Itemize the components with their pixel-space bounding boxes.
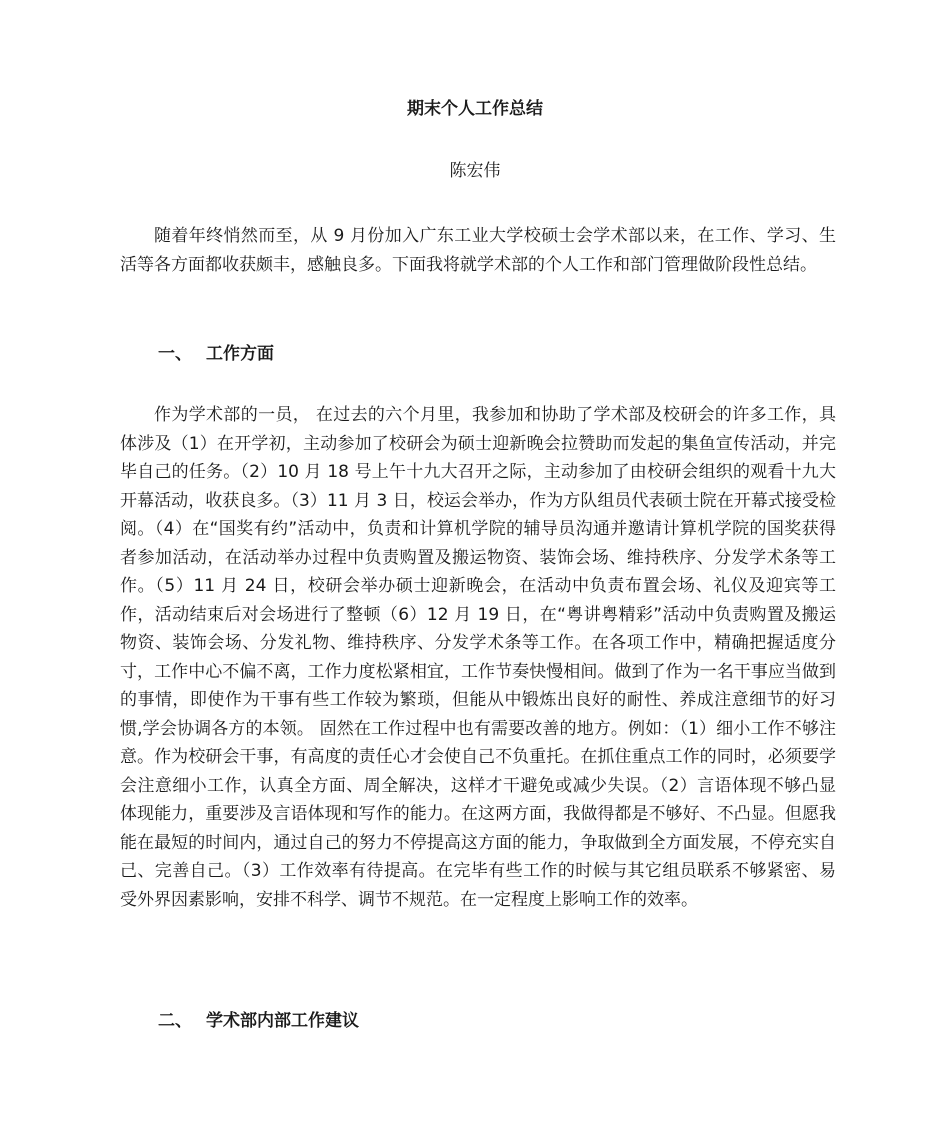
intro-paragraph: 随着年终悄然而至，从 9 月份加入广东工业大学校硕士会学术部以来，在工作、学习、生活等各方面都收获颇丰，感触良多。下面我将就学术部的个人工作和部门管理做阶段性总结。 xyxy=(120,226,836,275)
section-number: 二、 xyxy=(158,1011,192,1031)
section-heading-suggestions xyxy=(158,1008,359,1034)
section-title: 工作方面 xyxy=(206,344,274,364)
work-paragraph: 作为学术部的一员， 在过去的六个月里，我参加和协助了学术部及校研会的许多工作，具体涉及（1）在开学初，主动参加了校研会为硕士迎新晚会拉赞助而发起的集鱼宣传活动，并完毕自己的任务。（2）10 月 18 号上午十九大召开之际，主动参加了由校研会组织的观看十九大开幕活动，收获良多。（3）11 月 3 日，校运会举办，作为方队组员代表硕士院在开幕式接受检阅。（4）在“国奖有约”活动中，负责和计算机学院的辅导员沟通并邀请计算机学院的国奖获得者参加活动，在活动举办过程中负责购置及搬运物资、装饰会场、维持秩序、分发学术条等工作。（5）11 月 24 日，校研会举办硕士迎新晚会，在活动中负责布置会场、礼仪及迎宾等工作，活动结束后对会场进行了整顿（6）12 月 19 日，在“粤讲粤精彩”活动中负责购置及搬运物资、装饰会场、分发礼物、维持秩序、分发学术条等工作。在各项工作中，精确把握适度分寸，工作中心不偏不离，工作力度松紧相宜，工作节奏快慢相间。做到了作为一名干事应当做到的事情，即使作为干事有些工作较为繁琐，但能从中锻炼出良好的耐性、养成注意细节的好习惯,学会协调各方的本领。 固然在工作过程中也有需要改善的地方。例如：（1）细小工作不够注意。作为校研会干事，有高度的责任心才会使自己不负重托。在抓住重点工作的同时，必须要学会注意细小工作，认真全方面、周全解决，这样才干避免或减少失误。（2）言语体现不够凸显体现能力，重要涉及言语体现和写作的能力。在这两方面，我做得都是不够好、不凸显。但愿我能在最短的时间内，通过自己的努力不停提高这方面的能力，争取做到全方面发展，不停充实自己、完善自己。（3）工作效率有待提高。在完毕有些工作的时候与其它组员联系不够紧密、易受外界因素影响，安排不科学、调节不规范。在一定程度上影响工作的效率。 xyxy=(120,405,836,910)
section-number: 一、 xyxy=(158,344,192,364)
document-author: 陈宏伟 xyxy=(449,161,501,181)
document-title: 期末个人工作总结 xyxy=(407,99,543,119)
section-heading-work xyxy=(158,341,274,367)
section-title: 学术部内部工作建议 xyxy=(206,1011,359,1031)
